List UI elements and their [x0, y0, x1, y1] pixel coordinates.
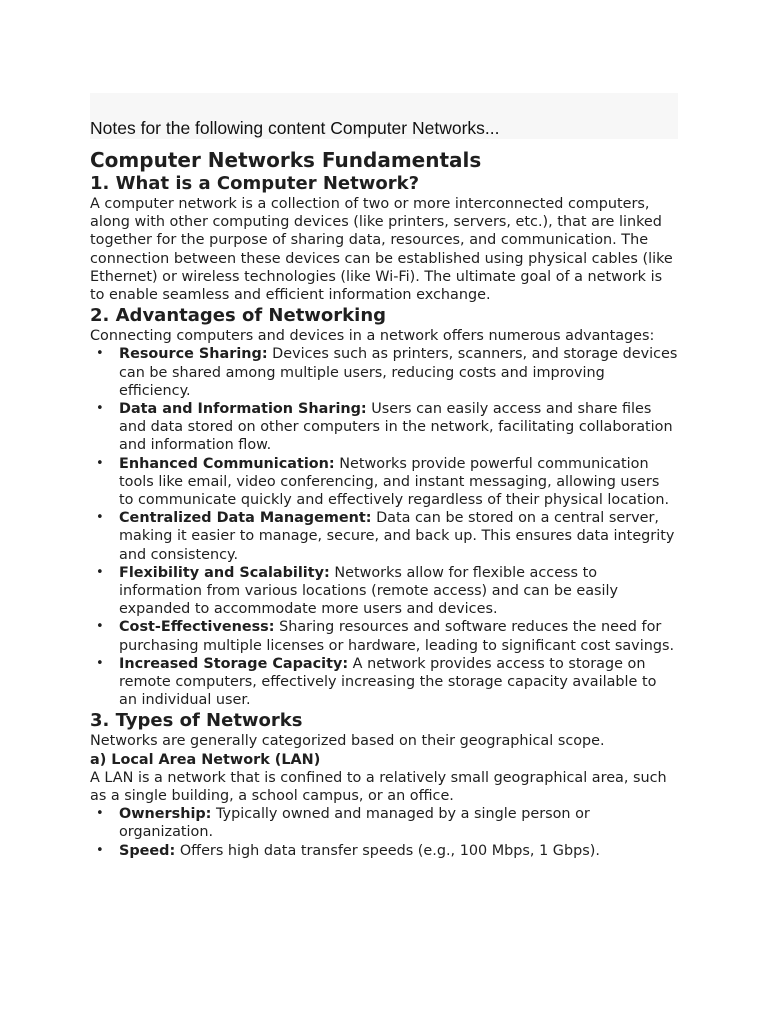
list-item-term: Enhanced Communication:: [119, 455, 335, 472]
list-item: [119, 509, 678, 564]
prompt-box: [90, 93, 678, 139]
list-item: [119, 805, 678, 841]
list-item-term: Data and Information Sharing:: [119, 401, 367, 418]
list-item-term: Increased Storage Capacity:: [119, 655, 349, 672]
list-item-text: Networks allow for flexible access to information from various locations (remote access) and can be easily expanded to accommodate more users and devices.: [119, 564, 619, 618]
document-page: [90, 93, 678, 860]
prompt-text: Notes for the following content Computer Networks...: [90, 118, 500, 138]
section-3-heading: 3. Types of Networks: [90, 710, 303, 732]
lan-list: [90, 805, 678, 860]
list-item-text: Data can be stored on a central server, making it easier to manage, secure, and back up. This ensures data integrity and consistency.: [119, 510, 675, 563]
list-item: [119, 400, 678, 455]
list-item-text: Devices such as printers, scanners, and storage devices can be shared among multiple users, reducing costs and improving efficiency.: [119, 346, 678, 399]
list-item-text: Users can easily access and share files and data stored on other computers in the network, facilitating collaboration and information flow.: [119, 401, 673, 454]
section-3-intro: Networks are generally categorized based on their geographical scope.: [90, 733, 605, 750]
list-item-text: Offers high data transfer speeds (e.g., 100 Mbps, 1 Gbps).: [175, 842, 600, 859]
list-item-term: Speed:: [119, 842, 176, 859]
list-item-text: Sharing resources and software reduces the need for purchasing multiple licenses or hardware, leading to significant cost savings.: [119, 619, 675, 654]
document-title: Computer Networks Fundamentals: [90, 148, 482, 172]
list-item-term: Cost-Effectiveness:: [119, 619, 275, 636]
section-1-paragraph: A computer network is a collection of two or more interconnected computers, along with other computing devices (like printers, servers, etc.), that are linked together for the purpose of sharing data, resources, and communication. The connection between these devices can be established using physical cables (like Ethernet) or wireless technologies (like Wi-Fi). The ultimate goal of a network is to enable seamless and efficient information exchange.: [90, 196, 673, 304]
list-item: [119, 655, 678, 710]
list-item-text: Networks provide powerful communication tools like email, video conferencing, and instant messaging, allowing users to communicate quickly and effectively regardless of their physical location.: [119, 455, 670, 509]
list-item: [119, 618, 678, 654]
section-2-intro: Connecting computers and devices in a network offers numerous advantages:: [90, 328, 655, 345]
section-1-heading: 1. What is a Computer Network?: [90, 173, 420, 194]
list-item: [119, 455, 678, 510]
list-item-term: Ownership:: [119, 806, 212, 823]
lan-heading: a) Local Area Network (LAN): [90, 751, 321, 768]
list-item-text: Typically owned and managed by a single person or organization.: [119, 806, 590, 841]
list-item-term: Resource Sharing:: [119, 346, 268, 363]
list-item-term: Centralized Data Management:: [119, 510, 372, 527]
list-item: [119, 842, 678, 860]
list-item: [119, 564, 678, 619]
list-item-term: Flexibility and Scalability:: [119, 564, 330, 581]
section-2-heading: 2. Advantages of Networking: [90, 305, 387, 327]
lan-paragraph: A LAN is a network that is confined to a relatively small geographical area, such as a single building, a school campus, or an office.: [90, 769, 667, 804]
list-item-text: A network provides access to storage on remote computers, effectively increasing the storage capacity available to an individual user.: [119, 655, 657, 709]
list-item: [119, 345, 678, 400]
advantages-list: [90, 345, 678, 709]
